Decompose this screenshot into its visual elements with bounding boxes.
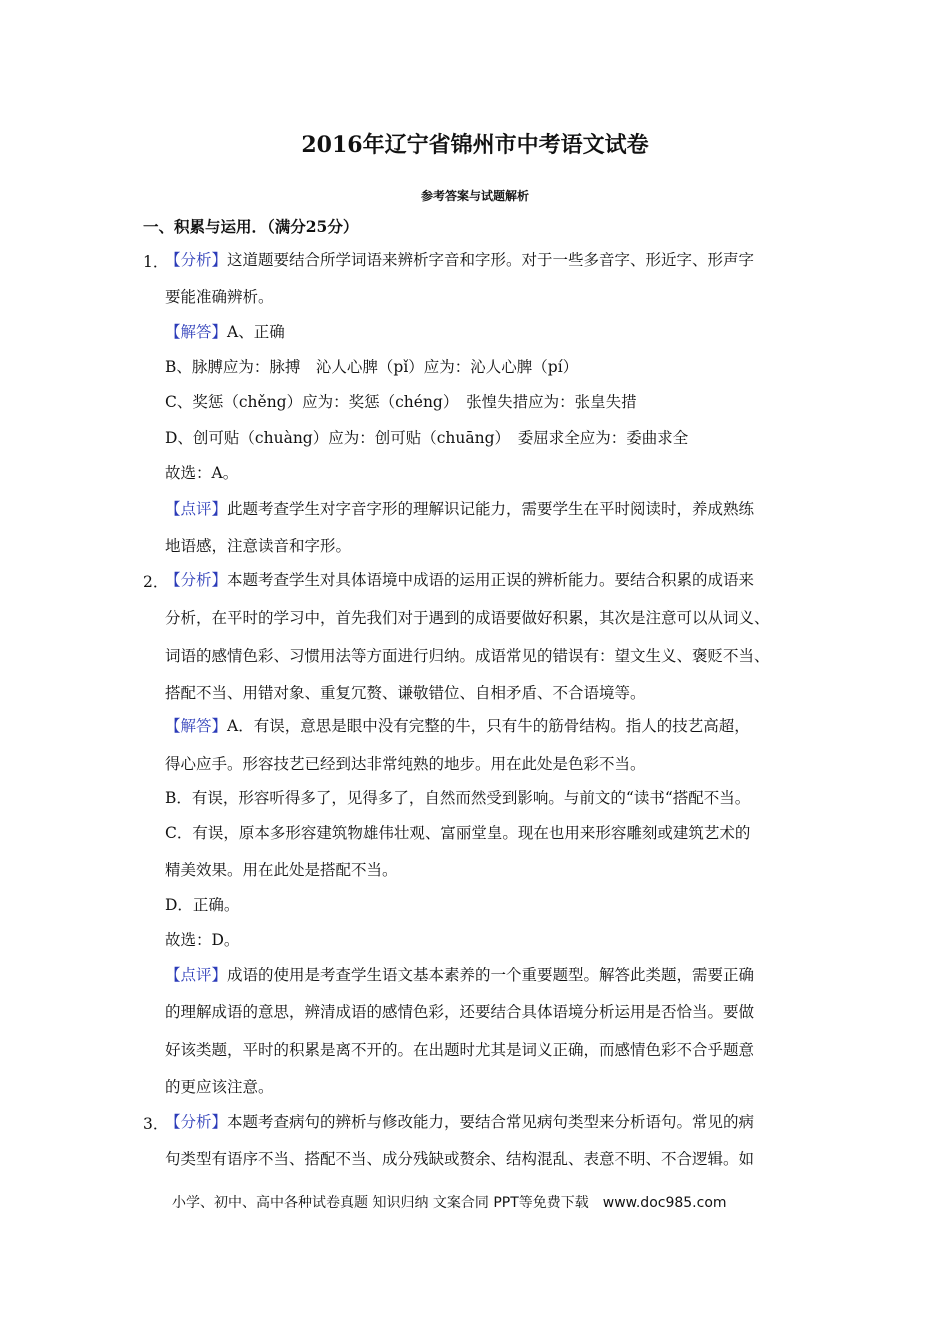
analysis-line: 分析，在平时的学习中，首先我们对于遇到的成语要做好积累，其次是注意可以从词义、 xyxy=(165,609,770,627)
analysis-line xyxy=(165,570,754,590)
comment-tag: 【点评】 xyxy=(165,500,228,518)
comment-text: 此题考查学生对字音字形的理解识记能力，需要学生在平时阅读时，养成熟练 xyxy=(227,500,755,518)
answer-tag: 【解答】 xyxy=(165,323,228,341)
answer-line xyxy=(165,716,750,736)
answer-option-d: D．正确。 xyxy=(165,896,240,914)
answer-option-c-cont: 精美效果。用在此处是搭配不当。 xyxy=(165,861,398,879)
comment-line xyxy=(165,965,754,985)
analysis-tag: 【分析】 xyxy=(165,571,228,589)
answer-choice: 故选：D。 xyxy=(165,931,240,949)
comment-tag: 【点评】 xyxy=(165,966,228,984)
analysis-line xyxy=(165,1112,754,1132)
question-number: 2． xyxy=(143,573,169,591)
question-number: 1． xyxy=(143,253,169,271)
comment-line xyxy=(165,499,754,519)
analysis-line xyxy=(165,250,754,270)
analysis-tag: 【分析】 xyxy=(165,1113,228,1131)
analysis-line: 句类型有语序不当、搭配不当、成分残缺或赘余、结构混乱、表意不明、不合逻辑。如 xyxy=(165,1150,755,1168)
answer-text: A．有误，意思是眼中没有完整的牛，只有牛的筋骨结构。指人的技艺高超， xyxy=(227,717,750,735)
comment-line: 的理解成语的意思，辨清成语的感情色彩，还要结合具体语境分析运用是否恰当。要做 xyxy=(165,1003,755,1021)
comment-line: 地语感，注意读音和字形。 xyxy=(165,537,352,555)
analysis-text: 本题考查学生对具体语境中成语的运用正误的辨析能力。要结合积累的成语来 xyxy=(227,571,755,589)
answer-line xyxy=(165,322,285,342)
answer-option-d: D、创可贴（chuàng）应为：创可贴（chuāng） 委屈求全应为：委曲求全 xyxy=(165,429,689,447)
comment-text: 成语的使用是考查学生语文基本素养的一个重要题型。解答此类题，需要正确 xyxy=(227,966,755,984)
comment-line: 好该类题，平时的积累是离不开的。在出题时尤其是词义正确，而感情色彩不合乎题意 xyxy=(165,1041,755,1059)
answer-option-c: C、奖惩（chěng）应为：奖惩（chéng） 张惶失措应为：张皇失措 xyxy=(165,393,637,411)
answer-text: A、正确 xyxy=(227,323,285,341)
question-number: 3． xyxy=(143,1115,169,1133)
analysis-line: 词语的感情色彩、习惯用法等方面进行归纳。成语常见的错误有：望文生义、褒贬不当、 xyxy=(165,647,770,665)
answer-tag: 【解答】 xyxy=(165,717,228,735)
answer-line: 得心应手。形容技艺已经到达非常纯熟的地步。用在此处是色彩不当。 xyxy=(165,755,646,773)
answer-option-b: B．有误，形容听得多了，见得多了，自然而然受到影响。与前文的“读书“搭配不当。 xyxy=(165,789,751,807)
section-heading: 一、积累与运用．（满分25分） xyxy=(143,217,359,236)
answer-choice: 故选：A。 xyxy=(165,464,239,482)
comment-line: 的更应该注意。 xyxy=(165,1078,274,1096)
analysis-line: 搭配不当、用错对象、重复冗赘、谦敬错位、自相矛盾、不合语境等。 xyxy=(165,684,646,702)
answer-option-c: C．有误，原本多形容建筑物雄伟壮观、富丽堂皇。现在也用来形容雕刻或建筑艺术的 xyxy=(165,824,751,842)
answer-option-b: B、脉膊应为：脉搏 沁人心脾（pǐ）应为：沁人心脾（pí） xyxy=(165,358,579,376)
analysis-text: 这道题要结合所学词语来辨析字音和字形。对于一些多音字、形近字、形声字 xyxy=(227,251,755,269)
analysis-text: 本题考查病句的辨析与修改能力，要结合常见病句类型来分析语句。常见的病 xyxy=(227,1113,755,1131)
analysis-line: 要能准确辨析。 xyxy=(165,288,274,306)
page-title: 2016年辽宁省锦州市中考语文试卷 xyxy=(301,132,649,158)
page-footer: 小学、初中、高中各种试卷真题 知识归纳 文案合同 PPT等免费下载 www.doc985.com xyxy=(172,1195,727,1211)
page-subtitle: 参考答案与试题解析 xyxy=(420,189,529,203)
analysis-tag: 【分析】 xyxy=(165,251,228,269)
